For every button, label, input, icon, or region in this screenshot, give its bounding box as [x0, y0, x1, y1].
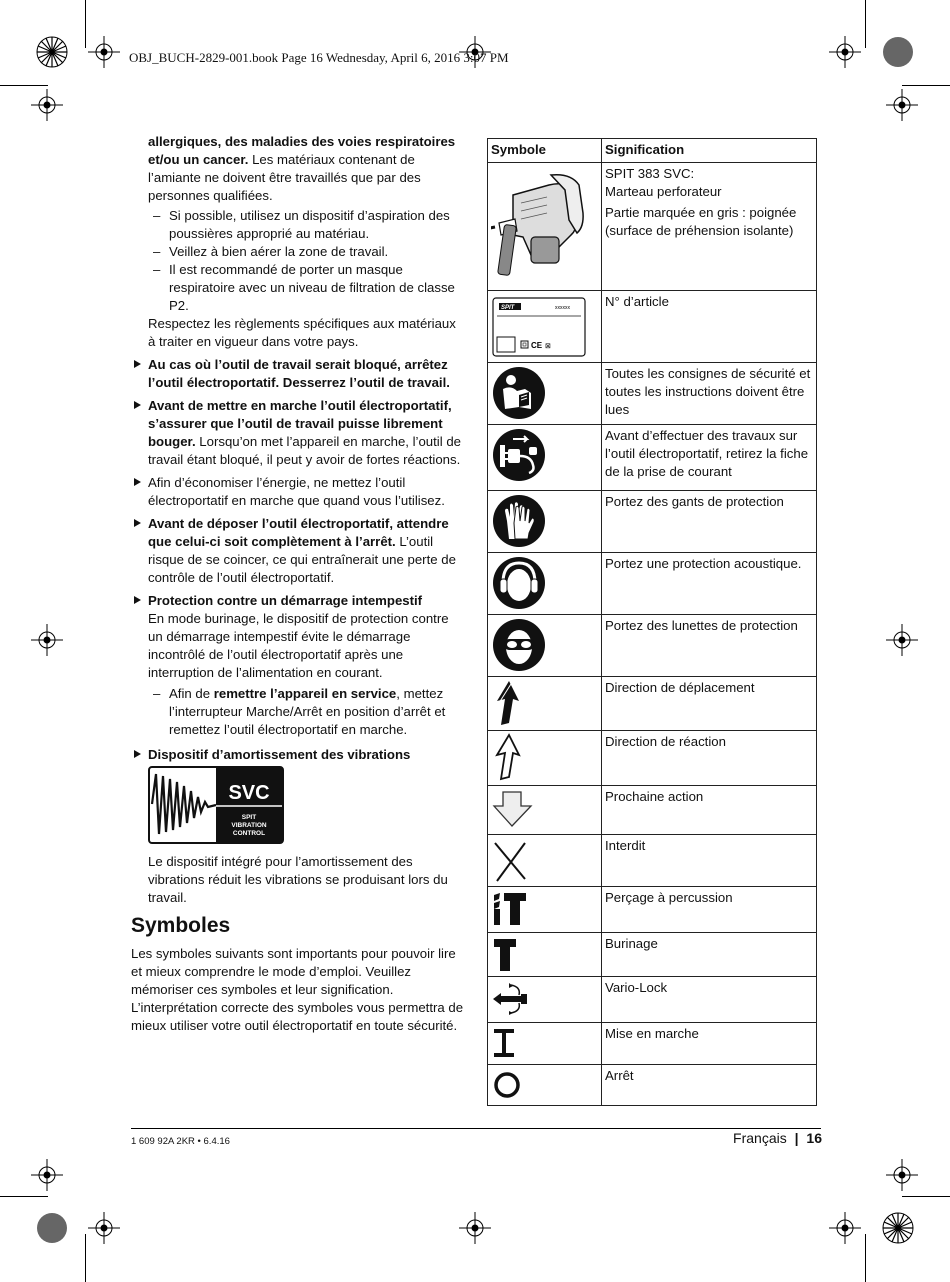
- rating-label-icon: [491, 293, 587, 359]
- svc-logo-icon: [148, 766, 284, 844]
- direction-movement-icon: [491, 679, 531, 727]
- label-code: xxxxxx: [555, 305, 570, 311]
- section-heading: Symboles: [131, 914, 231, 937]
- meaning: Direction de réaction: [602, 731, 817, 786]
- text: Lorsqu’on met l’appareil en marche, l’outil de travail étant bloqué, il peut y avoir de fortes réactions.: [148, 434, 461, 467]
- book-header: OBJ_BUCH-2829-001.book Page 16 Wednesday, April 6, 2016 3:07 PM: [129, 50, 509, 65]
- switch-on-icon: [491, 1025, 521, 1061]
- paragraph: En mode burinage, le dispositif de protection contre un démarrage intempestif évite le démarrage incontrôlé de l’outil électroportatif après une interruption de l’alimentation en courant.: [148, 611, 449, 680]
- label-brand: SPIT: [501, 305, 515, 311]
- left-column: [131, 133, 466, 1035]
- bullet-item: [131, 515, 466, 587]
- table-row: [488, 677, 817, 731]
- table-row: [488, 1065, 817, 1106]
- grey-target-icon: [37, 1213, 67, 1243]
- star-target-icon: [37, 37, 67, 67]
- text: , mettez l’interrupteur Marche/Arrêt en position d’arrêt et remettez l’outil électroportatif en marche.: [169, 686, 446, 737]
- footer-page: [733, 1130, 822, 1146]
- column-header: Symbole: [488, 139, 602, 163]
- bold-text: remettre l’appareil en service: [213, 686, 397, 701]
- footer-language: Français: [733, 1130, 787, 1146]
- direction-reaction-icon: [491, 733, 531, 781]
- footer-rule: [131, 1128, 821, 1129]
- svc-line: VIBRATION: [231, 822, 267, 829]
- unplug-icon: [491, 427, 547, 483]
- symbol-table: [487, 138, 817, 1106]
- chiselling-icon: [491, 935, 521, 973]
- table-row: [488, 933, 817, 977]
- meaning: N° d’article: [602, 291, 817, 363]
- text: Afin de: [169, 686, 214, 701]
- footer-separator: |: [794, 1130, 799, 1146]
- meaning: Interdit: [602, 835, 817, 887]
- bullet-item: Au cas où l’outil de travail serait bloqué, arrêtez l’outil électroportatif. Desserrez l’outil de travail.: [131, 356, 466, 392]
- table-row: [488, 977, 817, 1023]
- table-row: [488, 1023, 817, 1065]
- text: Les matériaux contenant de l’amiante ne doivent être travaillés que par des personnes qualifiées.: [148, 152, 421, 203]
- table-header: [488, 139, 817, 163]
- bullet-item: [131, 397, 466, 469]
- meaning: Perçage à percussion: [602, 887, 817, 933]
- bold-text: Avant de mettre en marche l’outil électroportatif, s’assurer que l’outil de travail puisse librement bouger.: [148, 398, 452, 449]
- gloves-icon: [491, 493, 547, 549]
- meaning: Partie marquée en gris : poignée (surface de préhension isolante): [605, 205, 797, 238]
- table-row: [488, 615, 817, 677]
- meaning: Vario-Lock: [602, 977, 817, 1023]
- grey-target-icon: [883, 37, 913, 67]
- switch-off-icon: [491, 1067, 523, 1103]
- paragraph: Respectez les règlements spécifiques aux matériaux à traiter en vigueur dans votre pays.: [148, 316, 456, 349]
- meaning: Direction de déplacement: [602, 677, 817, 731]
- table-row: [488, 425, 817, 491]
- dash-item: – Il est recommandé de porter un masque respiratoire avec un niveau de filtration de classe P2.: [131, 261, 466, 315]
- column-header: Signification: [602, 139, 817, 163]
- svc-line: SPIT: [241, 814, 257, 821]
- next-action-icon: [491, 788, 535, 830]
- hammer-drill-icon: [491, 165, 591, 285]
- table-row: [488, 363, 817, 425]
- meaning: Mise en marche: [602, 1023, 817, 1065]
- table-row: [488, 553, 817, 615]
- meaning: Avant d’effectuer des travaux sur l’outil électroportatif, retirez la fiche de la prise de courant: [602, 425, 817, 491]
- svc-big: SVC: [228, 782, 270, 804]
- dash-item: – Veillez à bien aérer la zone de travail.: [131, 243, 466, 261]
- bullet-title: Protection contre un démarrage intempestif: [131, 592, 466, 610]
- table-row: [488, 291, 817, 363]
- bold-text: Avant de déposer l’outil électroportatif, attendre que celui-ci soit complètement à l’arrêt.: [148, 516, 449, 549]
- meaning: Portez une protection acoustique.: [602, 553, 817, 615]
- meaning: SPIT 383 SVC: Marteau perforateur: [605, 166, 722, 199]
- page-number: 16: [806, 1130, 822, 1146]
- meaning: Arrêt: [602, 1065, 817, 1106]
- meaning: Portez des lunettes de protection: [602, 615, 817, 677]
- bullet-title: Dispositif d’amortissement des vibrations: [131, 746, 466, 764]
- meaning: Toutes les consignes de sécurité et toutes les instructions doivent être lues: [602, 363, 817, 425]
- bold-text: allergiques, des maladies des voies respiratoires et/ou un cancer.: [148, 134, 456, 167]
- dash-item: – Si possible, utilisez un dispositif d’aspiration des poussières approprié au matériau.: [131, 207, 466, 243]
- svc-logo: [131, 766, 466, 849]
- paragraph: Le dispositif intégré pour l’amortissement des vibrations réduit les vibrations se produisant lors du travail.: [148, 854, 448, 905]
- text: L’outil risque de se coincer, ce qui entraînerait une perte de contrôle de l’outil électroportatif.: [148, 534, 456, 585]
- star-target-icon: [883, 1213, 913, 1243]
- table-row: [488, 786, 817, 835]
- hammer-drilling-icon: [491, 889, 531, 927]
- meaning: Prochaine action: [602, 786, 817, 835]
- svg-text:CE: CE: [531, 341, 543, 350]
- table-row: [488, 491, 817, 553]
- svc-line: CONTROL: [232, 830, 266, 837]
- bullet-item: Afin d’économiser l’énergie, ne mettez l’outil électroportatif en marche que quand vous l’utilisez.: [131, 474, 466, 510]
- paragraph: Les symboles suivants sont importants pour pouvoir lire et mieux comprendre le mode d’emploi. Veuillez mémoriser ces symboles et leur signification. L’interprétation correcte des symboles vous permettra de mieux utiliser votre outil électroportatif en toute sécurité.: [131, 946, 464, 1033]
- ear-protection-icon: [491, 555, 547, 611]
- paragraph: [131, 133, 466, 205]
- table-row: [488, 887, 817, 933]
- forbidden-icon: [491, 837, 531, 883]
- table-row: [488, 163, 817, 291]
- read-manual-icon: [491, 365, 547, 421]
- meaning: Portez des gants de protection: [602, 491, 817, 553]
- dash-item: [131, 685, 466, 739]
- svg-text:⊠: ⊠: [545, 343, 551, 350]
- table-row: [488, 835, 817, 887]
- meaning: Burinage: [602, 933, 817, 977]
- goggles-icon: [491, 617, 547, 673]
- table-row: [488, 731, 817, 786]
- footer-code: 1 609 92A 2KR • 6.4.16: [131, 1136, 230, 1147]
- vario-lock-icon: [491, 979, 531, 1019]
